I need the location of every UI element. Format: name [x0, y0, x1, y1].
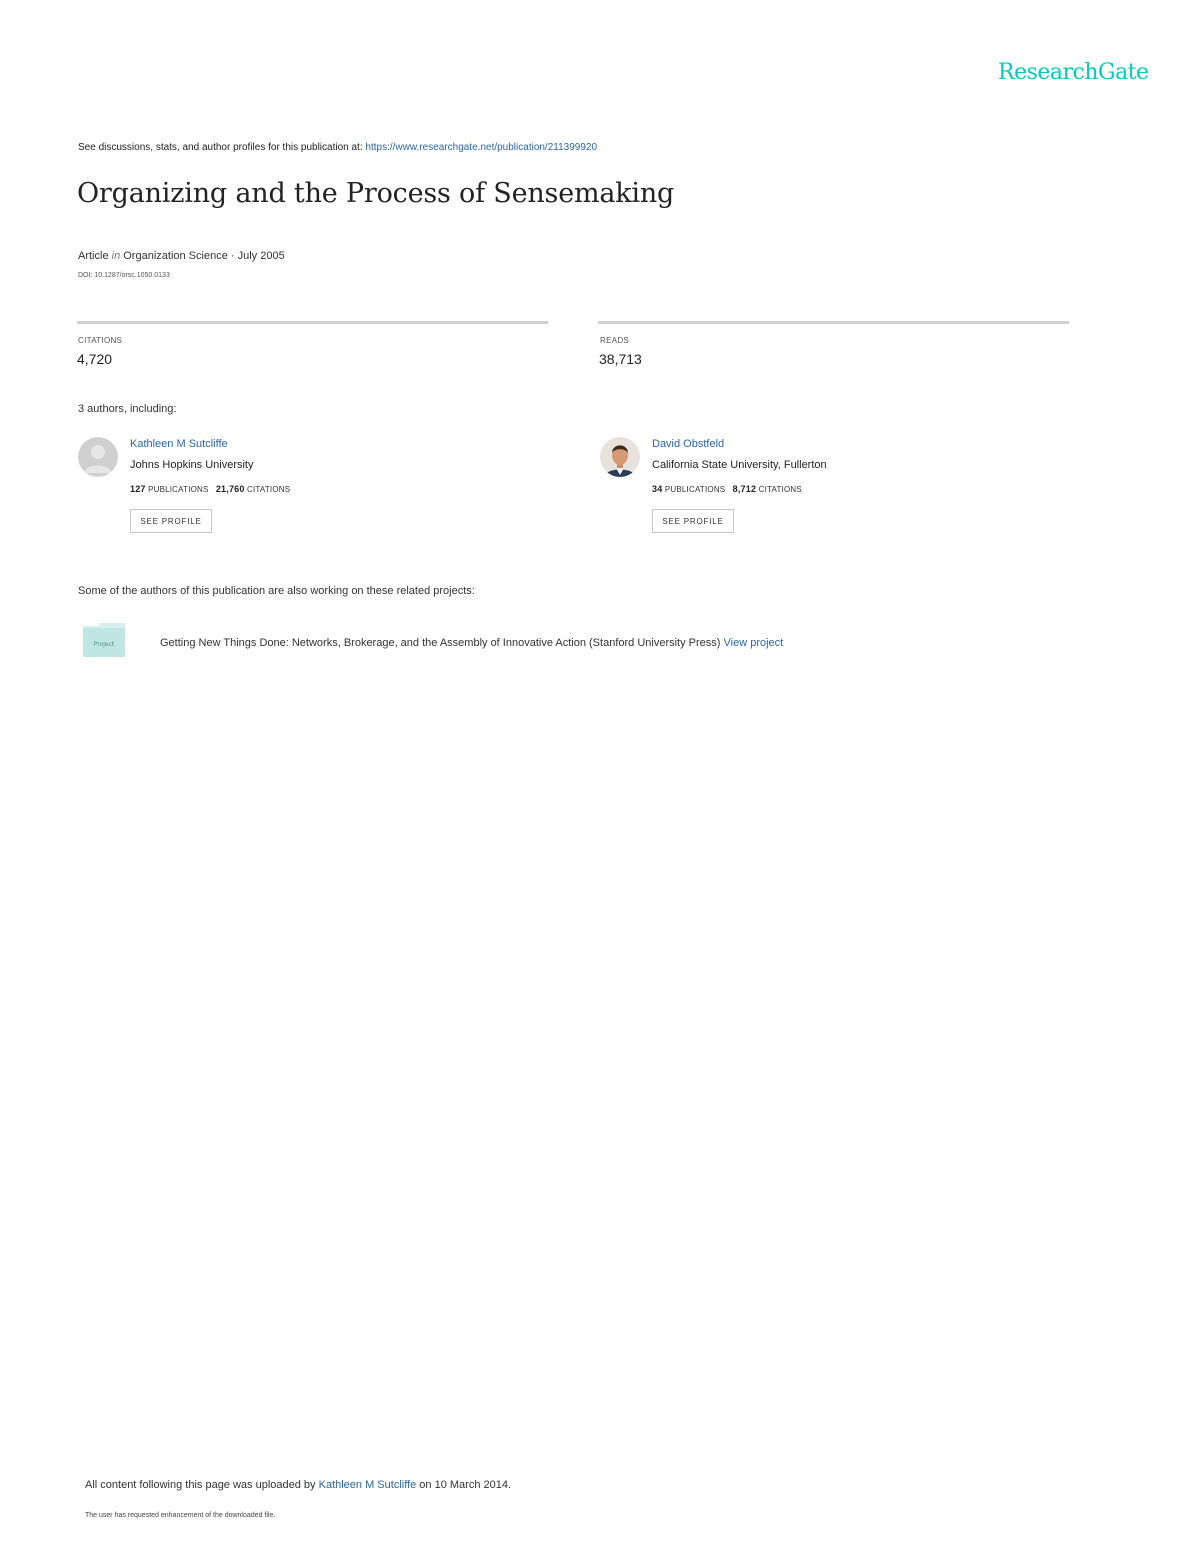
authors-heading: 3 authors, including:: [78, 403, 177, 415]
researchgate-logo[interactable]: ResearchGate: [998, 60, 1149, 85]
uploader-link[interactable]: Kathleen M Sutcliffe: [318, 1479, 417, 1491]
publication-date: · July 2005: [230, 250, 285, 262]
citations-divider: [77, 321, 548, 324]
journal-name: Organization Science: [123, 250, 228, 262]
project-entry: [160, 637, 783, 649]
publication-doi: DOI: 10.1287/orsc.1050.0133: [78, 272, 170, 279]
reads-label: READS: [600, 336, 630, 345]
enhancement-note: The user has requested enhancement of the downloaded file.: [85, 1512, 276, 1519]
publication-type: Article: [78, 250, 109, 262]
projects-heading: Some of the authors of this publication are also working on these related projects:: [78, 585, 475, 597]
view-project-link[interactable]: View project: [723, 637, 784, 649]
reads-divider: [598, 321, 1069, 324]
see-profile-button[interactable]: SEE PROFILE: [130, 509, 212, 533]
publication-intro: See discussions, stats, and author profiles for this publication at: https://www.researchgate.net/publication/211399920: [78, 142, 598, 153]
project-folder-icon: [82, 622, 126, 658]
author-affiliation: Johns Hopkins University: [130, 459, 254, 471]
publication-url-link[interactable]: https://www.researchgate.net/publication/211399920: [365, 142, 598, 153]
default-avatar-icon[interactable]: [78, 437, 118, 477]
publication-in: in: [111, 250, 121, 262]
author-affiliation: California State University, Fullerton: [652, 459, 827, 471]
project-folder-label: Project: [93, 641, 115, 648]
author-stats: 34 PUBLICATIONS 8,712 CITATIONS: [652, 484, 802, 494]
author-stats: 127 PUBLICATIONS 21,760 CITATIONS: [130, 484, 291, 494]
author-name-link[interactable]: Kathleen M Sutcliffe: [130, 438, 228, 450]
reads-value: 38,713: [599, 351, 642, 367]
citations-label: CITATIONS: [78, 336, 123, 345]
author-photo-icon[interactable]: [600, 437, 640, 477]
see-profile-button[interactable]: SEE PROFILE: [652, 509, 734, 533]
author-name-link[interactable]: David Obstfeld: [652, 438, 725, 450]
publication-meta: [78, 250, 285, 262]
citations-value: 4,720: [77, 351, 113, 367]
project-title: Getting New Things Done: Networks, Brokerage, and the Assembly of Innovative Action (Stanford University Press): [160, 637, 721, 649]
upload-note: All content following this page was uploaded by Kathleen M Sutcliffe on 10 March 2014.: [85, 1479, 512, 1491]
publication-title: Organizing and the Process of Sensemaking: [77, 178, 675, 209]
